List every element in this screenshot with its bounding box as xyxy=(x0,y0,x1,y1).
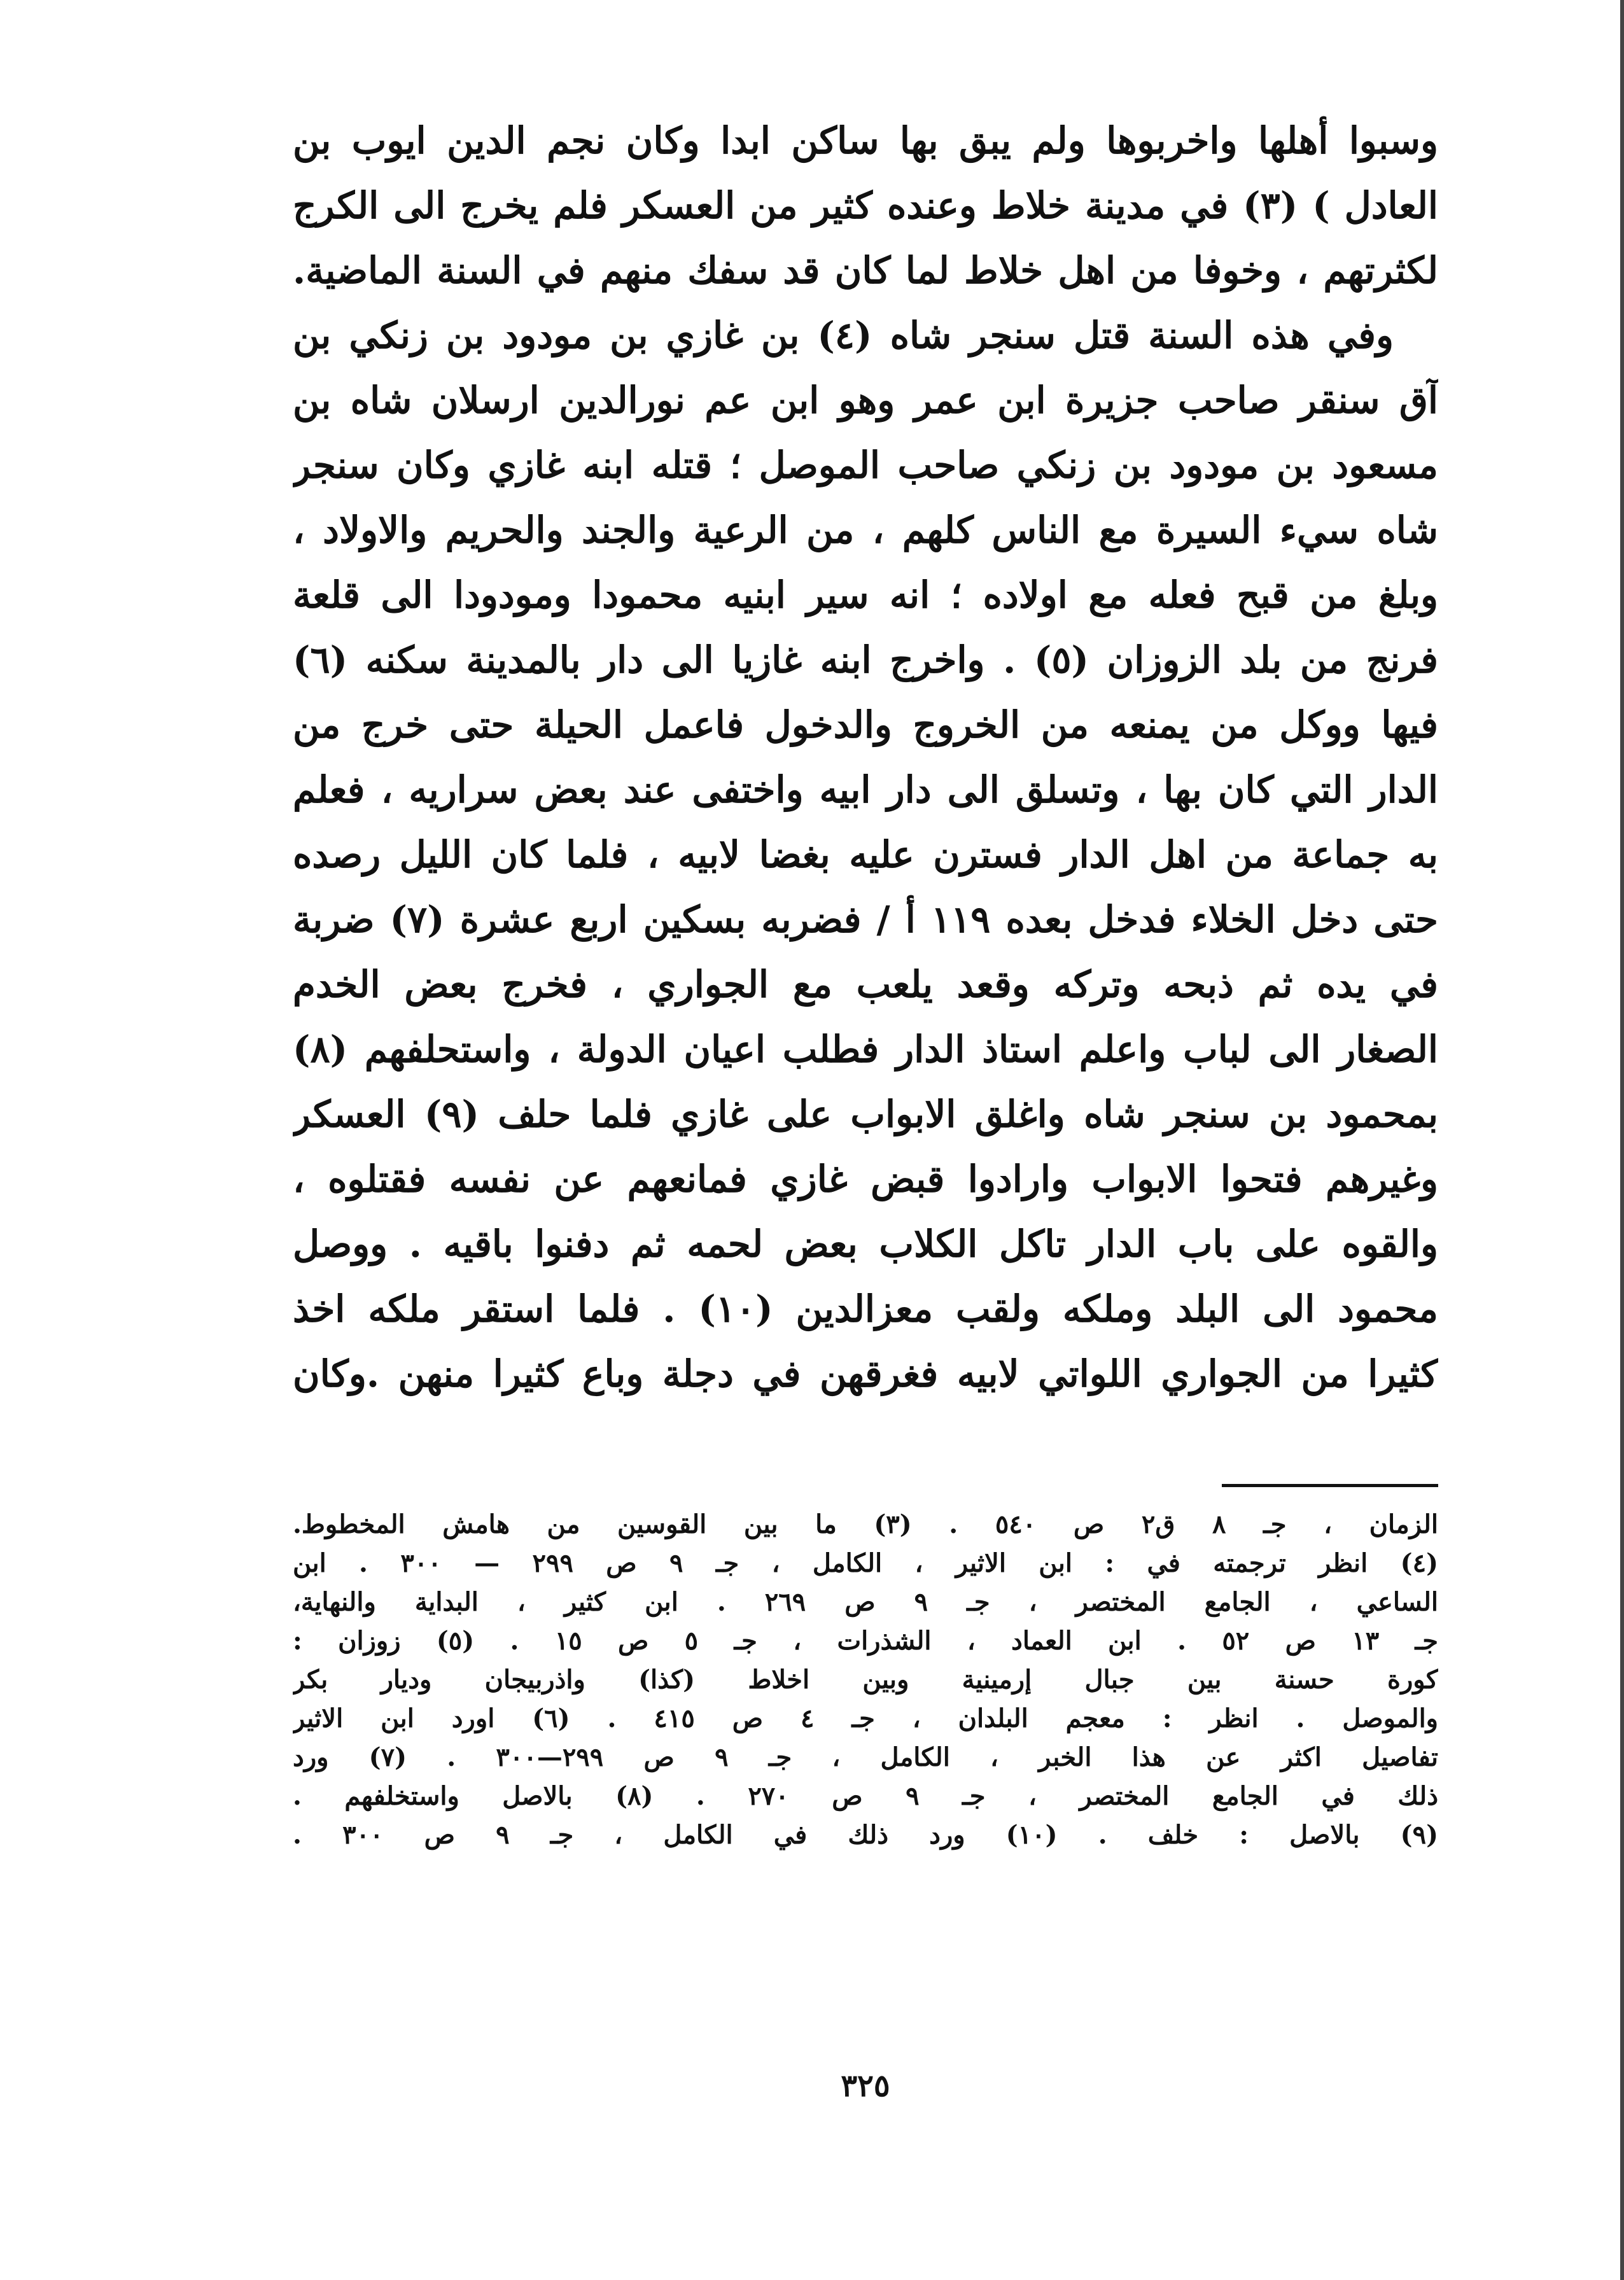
body-line: شاه سيء السيرة مع الناس كلهم ، من الرعية والجند والحريم والاولاد ، xyxy=(293,508,1438,552)
book-page xyxy=(293,108,1438,2144)
footnote-line: ذلك في الجامع المختصر ، جـ ٩ ص ٢٧٠ . (٨) بالاصل واستخلفهم . xyxy=(293,1781,1438,1811)
footnote-line: تفاصيل اكثر عن هذا الخبر ، الكامل ، جـ ٩ ص ٢٩٩—٣٠٠ . (٧) ورد xyxy=(293,1742,1438,1772)
body-line: في يده ثم ذبحه وتركه وقعد يلعب مع الجواري ، فخرج بعض الخدم xyxy=(293,963,1438,1006)
body-line: والقوه على باب الدار تاكل الكلاب بعض لحمه ثم دفنوا باقيه . ووصل xyxy=(293,1222,1438,1266)
body-line: الدار التي كان بها ، وتسلق الى دار ابيه واختفى عند بعض سراريه ، فعلم xyxy=(293,768,1438,811)
page-edge-border xyxy=(1620,0,1624,2280)
body-line: وسبوا أهلها واخربوها ولم يبق بها ساكن ابدا وكان نجم الدين ايوب بن xyxy=(293,119,1438,162)
body-line: مسعود بن مودود بن زنكي صاحب الموصل ؛ قتله ابنه غازي وكان سنجر xyxy=(293,444,1438,487)
body-line: فيها ووكل من يمنعه من الخروج والدخول فاعمل الحيلة حتى خرج من xyxy=(293,703,1438,746)
footnote-line: جـ ١٣ ص ٥٢ . ابن العماد ، الشذرات ، جـ ٥ ص ١٥ . (٥) زوزان : xyxy=(293,1626,1438,1656)
footnote-line: (٤) انظر ترجمته في : ابن الاثير ، الكامل ، جـ ٩ ص ٢٩٩ — ٣٠٠ . ابن xyxy=(293,1548,1438,1578)
footnote-line: والموصل . انظر : معجم البلدان ، جـ ٤ ص ٤١٥ . (٦) اورد ابن الاثير xyxy=(293,1703,1438,1733)
footnote-line: الساعي ، الجامع المختصر ، جـ ٩ ص ٢٦٩ . ابن كثير ، البداية والنهاية، xyxy=(293,1587,1438,1617)
body-line: لكثرتهم ، وخوفا من اهل خلاط لما كان قد سفك منهم في السنة الماضية. xyxy=(293,249,1438,292)
main-text-block xyxy=(293,108,1438,1406)
body-line: وغيرهم فتحوا الابواب وارادوا قبض غازي فمانعهم عن نفسه فقتلوه ، xyxy=(293,1157,1438,1201)
footnote-line: كورة حسنة بين جبال إرمينية وبين اخلاط (كذا) واذربيجان وديار بكر xyxy=(293,1665,1438,1695)
footnote-line: الزمان ، جـ ٨ ق٢ ص ٥٤٠ . (٣) ما بين القوسين من هامش المخطوط. xyxy=(293,1509,1438,1539)
body-line: وفي هذه السنة قتل سنجر شاه (٤) بن غازي بن مودود بن زنكي بن xyxy=(293,314,1394,357)
body-line: العادل ) (٣) في مدينة خلاط وعنده كثير من العسكر فلم يخرج الى الكرج xyxy=(293,184,1438,227)
body-line: آق سنقر صاحب جزيرة ابن عمر وهو ابن عم نورالدين ارسلان شاه بن xyxy=(293,379,1438,422)
body-line: بمحمود بن سنجر شاه واغلق الابواب على غازي فلما حلف (٩) العسكر xyxy=(293,1093,1438,1136)
body-line: فرنج من بلد الزوزان (٥) . واخرج ابنه غازيا الى دار بالمدينة سكنه (٦) xyxy=(293,638,1438,682)
body-line: به جماعة من اهل الدار فسترن عليه بغضا لابيه ، فلما كان الليل رصده xyxy=(293,833,1438,876)
footnote-separator xyxy=(1222,1484,1438,1487)
body-line: كثيرا من الجواري اللواتي لابيه فغرقهن في دجلة وباع كثيرا منهن .وكان xyxy=(293,1352,1438,1395)
body-line: وبلغ من قبح فعله مع اولاده ؛ انه سير ابنيه محمودا ومودودا الى قلعة xyxy=(293,573,1438,617)
body-line: محمود الى البلد وملكه ولقب معزالدين (١٠) . فلما استقر ملكه اخذ xyxy=(293,1287,1438,1331)
page-number: ٣٢٥ xyxy=(841,2068,890,2104)
footnote-line: (٩) بالاصل : خلف . (١٠) ورد ذلك في الكامل ، جـ ٩ ص ٣٠٠ . xyxy=(293,1820,1438,1850)
body-line: الصغار الى لباب واعلم استاذ الدار فطلب اعيان الدولة ، واستحلفهم (٨) xyxy=(293,1028,1438,1071)
footnotes-block xyxy=(293,1505,1438,1854)
body-line: حتى دخل الخلاء فدخل بعده ١١٩ أ / فضربه بسكين اربع عشرة (٧) ضربة xyxy=(293,898,1438,941)
